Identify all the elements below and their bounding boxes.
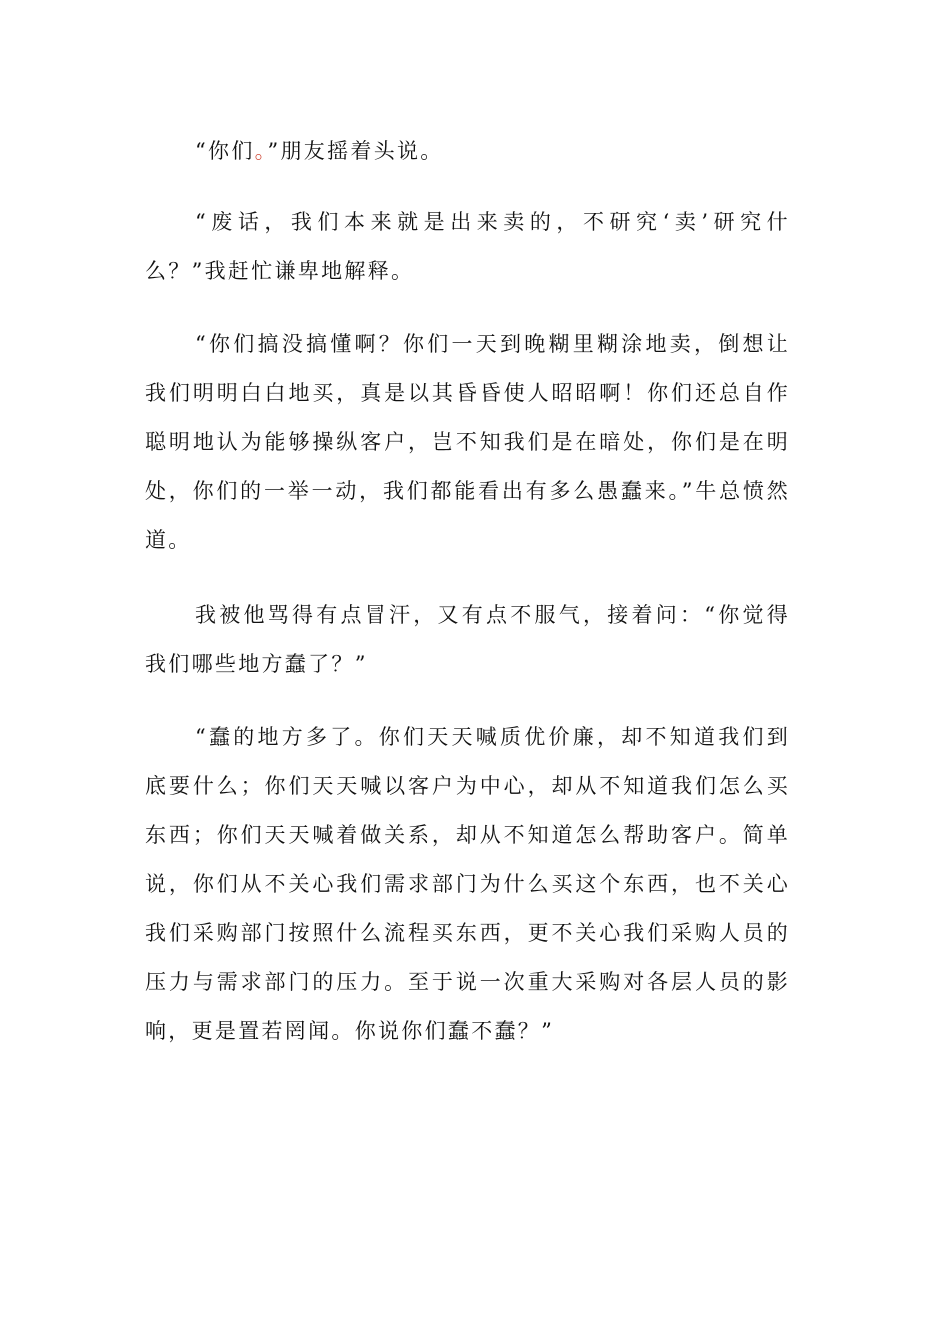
paragraph-4: 我被他骂得有点冒汗，又有点不服气，接着问：“你觉得我们哪些地方蠢了？” [145, 603, 790, 676]
paragraph-1 [145, 127, 790, 176]
paragraph-1-after: ”朋友摇着头说。 [267, 139, 444, 163]
paragraph-2: “废话，我们本来就是出来卖的，不研究‘卖’研究什么？”我赶忙谦卑地解释。 [145, 210, 790, 283]
paragraph-1-before: “你们 [195, 139, 255, 163]
paragraph-1-red-mark: 。 [254, 139, 268, 163]
paragraph-5: “蠢的地方多了。你们天天喊质优价廉，却不知道我们到底要什么；你们天天喊以客户为中心，却从不知道我们怎么买东西；你们天天喊着做关系，却从不知道怎么帮助客户。简单说，你们从不关心我们需求部门为什么买这个东西，也不关心我们采购部门按照什么流程买东西，更不关心我们采购人员的压力与需求部门的压力。至于说一次重大采购对各层人员的影响，更是置若罔闻。你说你们蠢不蠢？” [145, 725, 790, 1043]
paragraph-3: “你们搞没搞懂啊？你们一天到晚糊里糊涂地卖，倒想让我们明明白白地买，真是以其昏昏使人昭昭啊！你们还总自作聪明地认为能够操纵客户，岂不知我们是在暗处，你们是在明处，你们的一举一动，我们都能看出有多么愚蠢来。”牛总愤然道。 [145, 332, 790, 552]
